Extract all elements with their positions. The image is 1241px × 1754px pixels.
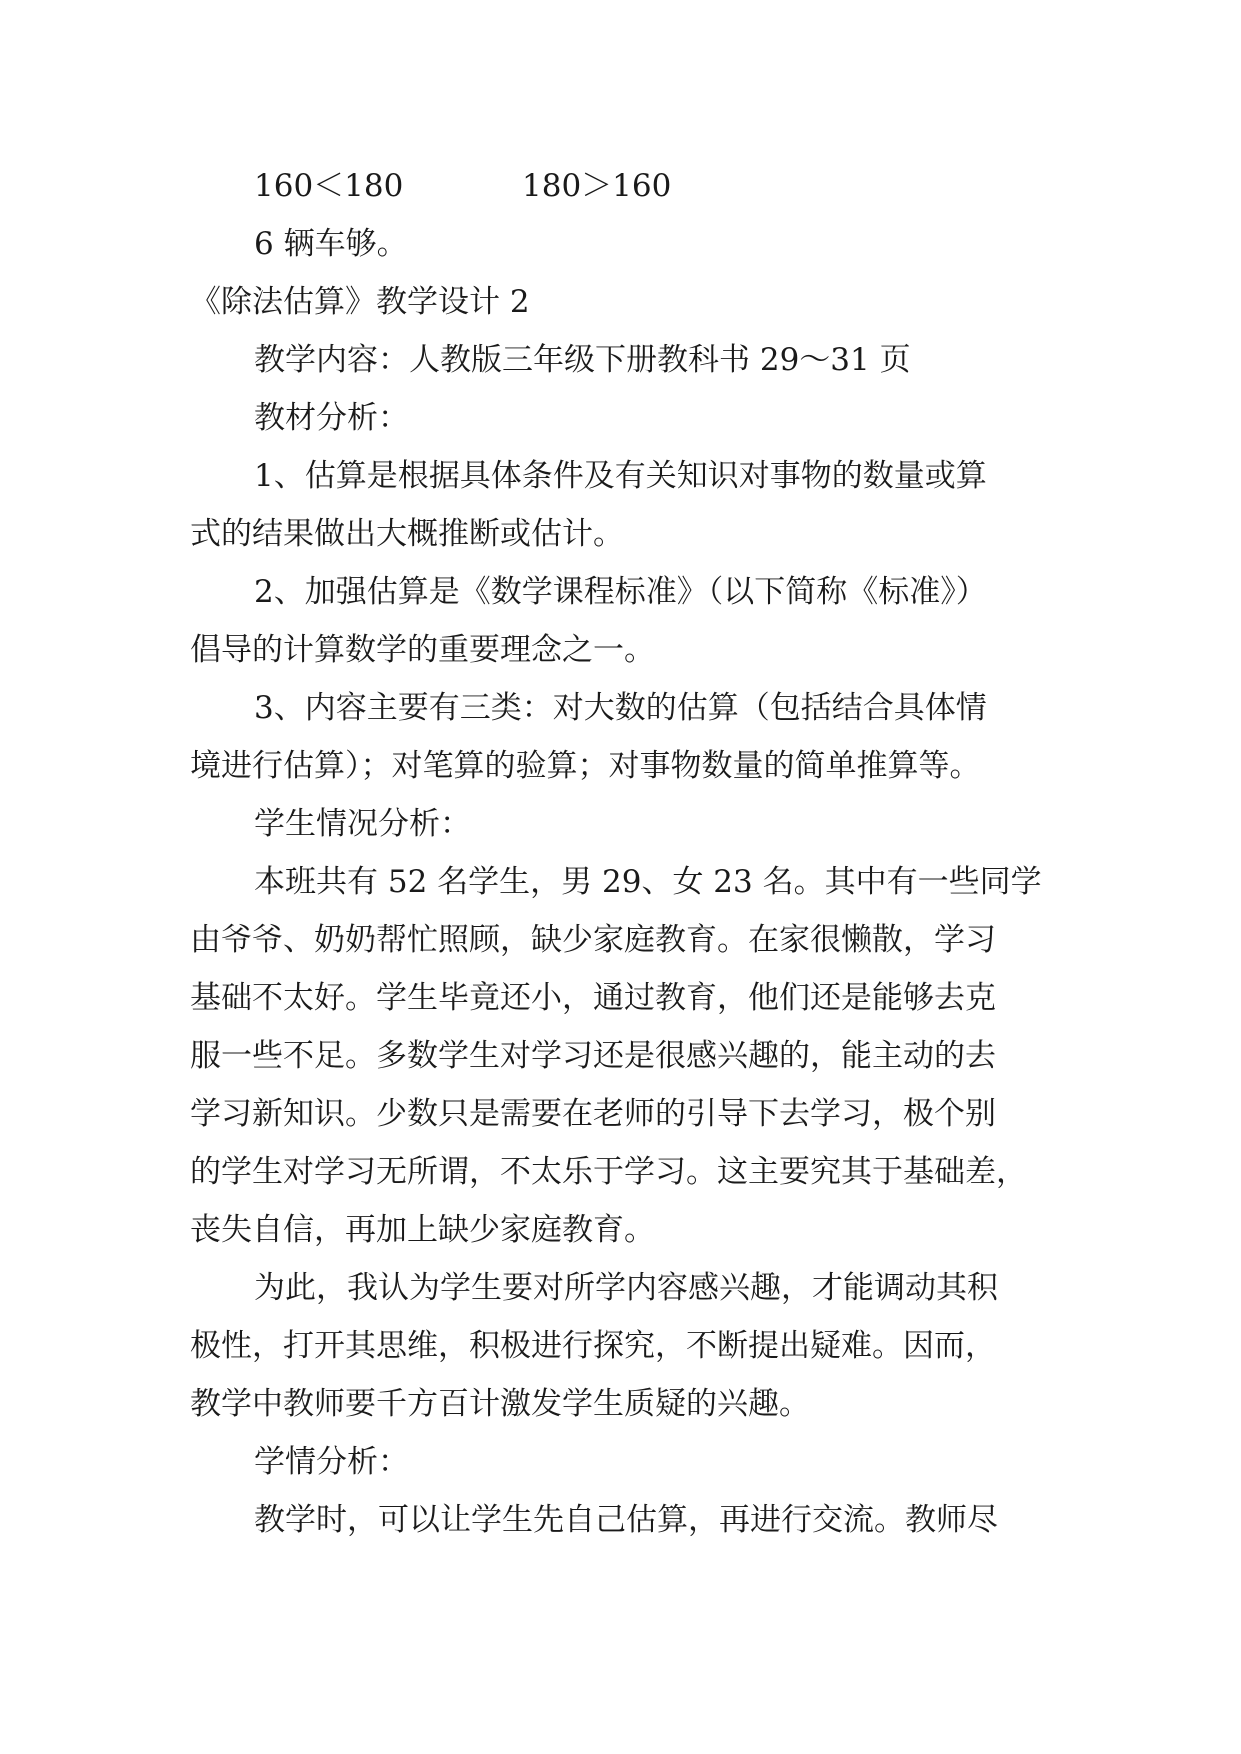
paragraph-line: 教学时，可以让学生先自己估算，再进行交流。教师尽	[254, 1502, 998, 1538]
paragraph-line: 境进行估算）；对笔算的验算；对事物数量的简单推算等。	[190, 748, 981, 784]
paragraph-line: 学习新知识。少数只是需要在老师的引导下去学习，极个别	[190, 1096, 996, 1132]
text-line-sufficient: 6 辆车够。	[254, 226, 408, 262]
teaching-content: 教学内容：人教版三年级下册教科书 29～31 页	[254, 342, 911, 378]
paragraph-line: 丧失自信，再加上缺少家庭教育。	[190, 1212, 655, 1248]
paragraph-line: 2、加强估算是《数学课程标准》（以下简称《标准》）	[254, 574, 987, 610]
paragraph-line: 基础不太好。学生毕竟还小，通过教育，他们还是能够去克	[190, 980, 996, 1016]
heading-student-analysis: 学生情况分析：	[254, 806, 471, 842]
heading-material-analysis: 教材分析：	[254, 400, 409, 436]
paragraph-line: 式的结果做出大概推断或估计。	[190, 516, 624, 552]
paragraph-line: 的学生对学习无所谓，不太乐于学习。这主要究其于基础差，	[190, 1154, 1027, 1190]
comparison-right: 180＞160	[522, 168, 672, 204]
paragraph-line: 3、内容主要有三类：对大数的估算（包括结合具体情	[254, 690, 987, 726]
paragraph-line: 本班共有 52 名学生，男 29、女 23 名。其中有一些同学	[254, 864, 1042, 900]
comparison-left: 160＜180	[254, 168, 404, 204]
paragraph-line: 为此，我认为学生要对所学内容感兴趣，才能调动其积	[254, 1270, 998, 1306]
comparison-row	[0, 166, 1241, 206]
section-title: 《除法估算》教学设计 2	[190, 284, 530, 320]
paragraph-line: 1、估算是根据具体条件及有关知识对事物的数量或算	[254, 458, 987, 494]
paragraph-line: 教学中教师要千方百计激发学生质疑的兴趣。	[190, 1386, 810, 1422]
heading-learning-analysis: 学情分析：	[254, 1444, 409, 1480]
paragraph-line: 服一些不足。多数学生对学习还是很感兴趣的，能主动的去	[190, 1038, 996, 1074]
paragraph-line: 由爷爷、奶奶帮忙照顾，缺少家庭教育。在家很懒散，学习	[190, 922, 996, 958]
paragraph-line: 极性，打开其思维，积极进行探究，不断提出疑难。因而，	[190, 1328, 996, 1364]
paragraph-line: 倡导的计算数学的重要理念之一。	[190, 632, 655, 668]
